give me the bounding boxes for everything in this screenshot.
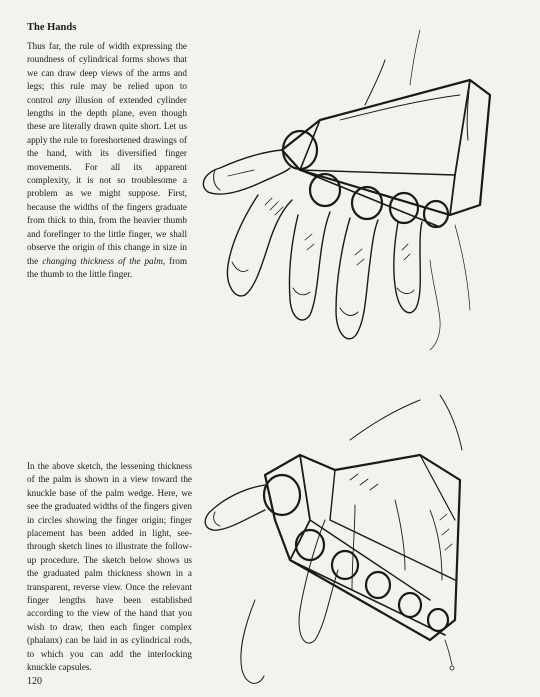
section-title: The Hands [27, 22, 77, 33]
emphasis-text: changing thickness of the palm, [42, 255, 166, 266]
caption-paragraph: In the above sketch, the lessening thickness of the palm is shown in a view toward the knuckle base of the palm wedge. Here, we see the graduated widths of the fingers given in circles showing the finger origin; finger placement has been added in light, see-through sketch lines to illustrate the follow-up procedure. The sketch below shows us the graduated palm thickness shown in a transparent, reverse view. Once the relevant finger lengths have been established according to the view of the hand that you wish to draw, then each finger complex (phalanx) can be laid in as cylindrical rods, to which you can add the interlocking knuckle capsules. [27, 461, 192, 673]
paragraph-text: from the thumb to the little finger. [27, 255, 187, 279]
paragraph-text: illusion of extended cylinder lengths in the depth plane, even though these are literally drawn quite short. Let us apply the rule to foreshortened drawings of the hand, with its diversified finger movements. For all its apparent complexity, it is not so troublesome a problem as we might suppose. First, because the widths of the fingers graduate from thick to thin, from the heavier thumb and forefinger to the little finger, we shall observe the origin of this change in size in the [27, 94, 187, 266]
page-number: 120 [27, 676, 42, 687]
bottom-hand-sketch [205, 395, 462, 683]
emphasis-text: any [57, 94, 71, 105]
paragraph-text: Thus far, the rule of width expressing the roundness of cylindrical forms shows that we can draw deep views of the arms and legs; this rule may be relied upon to control [27, 41, 187, 105]
top-hand-sketch [203, 30, 490, 350]
